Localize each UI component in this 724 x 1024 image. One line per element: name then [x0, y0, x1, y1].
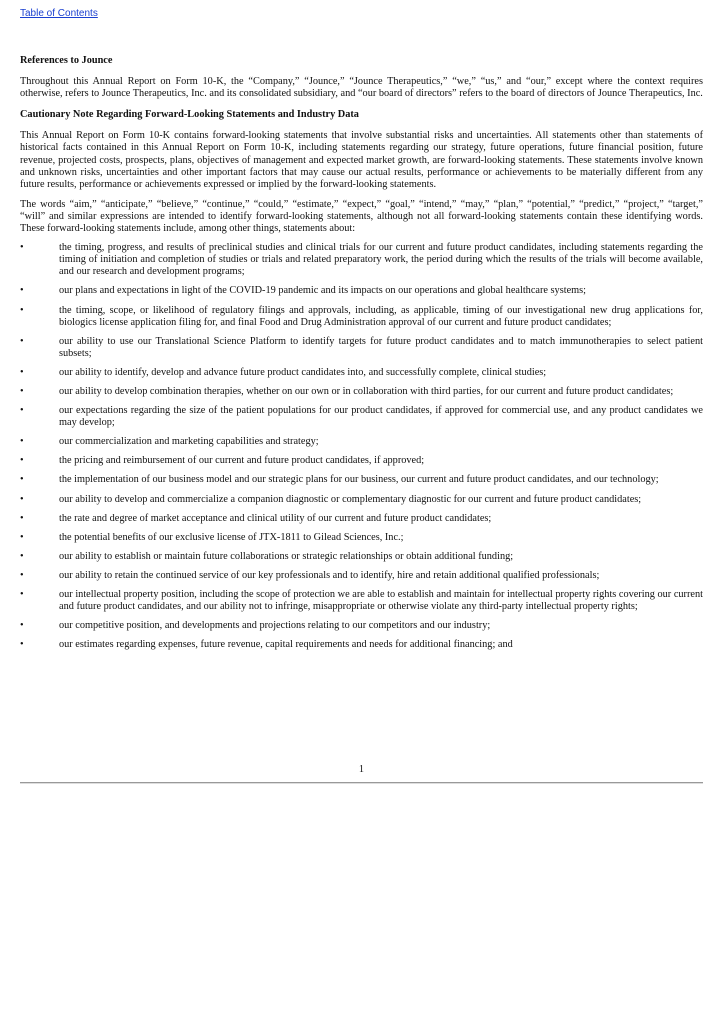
list-item-text: our plans and expectations in light of the COVID-19 pandemic and its impacts on our operations and global healthcare systems; [59, 285, 587, 297]
list-item [20, 336, 703, 360]
bullet-icon: • [20, 531, 24, 543]
table-of-contents-link[interactable]: Table of Contents [20, 8, 98, 19]
bullet-icon: • [20, 436, 24, 448]
bullet-icon: • [20, 242, 24, 254]
list-item [20, 474, 703, 486]
list-item-text: the pricing and reimbursement of our current and future product candidates, if approved; [59, 455, 425, 467]
bullet-icon: • [20, 285, 24, 297]
list-item [20, 551, 703, 563]
bullet-icon: • [20, 405, 24, 417]
list-item-text: our ability to establish or maintain future collaborations or strategic relationships or obtain additional funding; [59, 550, 514, 562]
bullet-icon: • [20, 569, 24, 581]
list-item [20, 589, 703, 613]
list-item [20, 513, 703, 525]
references-paragraph: Throughout this Annual Report on Form 10-K, the “Company,” “Jounce,” “Jounce Therapeutics,” “we,” “us,” and “our,” except where the context requires otherwise, refers to Jounce Therapeutics, Inc. and its consolidated subsidiary, and “our board of directors” refers to the board of directors of Jounce Therapeutics, Inc. [20, 76, 703, 100]
bullet-icon: • [20, 385, 24, 397]
list-item [20, 570, 703, 582]
list-item [20, 639, 703, 651]
bullet-icon: • [20, 474, 24, 486]
bullet-icon: • [20, 550, 24, 562]
bullet-icon: • [20, 366, 24, 378]
list-item [20, 620, 703, 632]
document-body [20, 55, 703, 658]
list-item-text: the timing, progress, and results of preclinical studies and clinical trials for our current and future product candidates, including statements regarding the timing of initiation and completion of studies or trials and related preparatory work, the period during which the results of the trials will become available, and our research and development programs; [59, 242, 703, 278]
list-item [20, 494, 703, 506]
list-item-text: our ability to identify, develop and advance future product candidates into, and successfully complete, clinical studies; [59, 366, 547, 378]
references-heading: References to Jounce [20, 55, 113, 66]
bullet-icon: • [20, 493, 24, 505]
list-item [20, 386, 703, 398]
list-item [20, 436, 703, 448]
list-item-text: the timing, scope, or likelihood of regulatory filings and approvals, including, as applicable, timing of our investigational new drug applications for, biologics license application filing for, and final Food and Drug Administration approval of our current and future product candidates; [59, 304, 703, 328]
list-item [20, 285, 703, 297]
list-item [20, 405, 703, 429]
bullet-icon: • [20, 512, 24, 524]
list-item [20, 532, 703, 544]
page-divider [20, 782, 703, 784]
list-item [20, 242, 703, 278]
list-item-text: our expectations regarding the size of the patient populations for our product candidates, if approved for commercial use, and any product candidates we may develop; [59, 405, 703, 429]
list-item-text: our commercialization and marketing capabilities and strategy; [59, 436, 319, 448]
identifying-words-paragraph: The words “aim,” “anticipate,” “believe,” “continue,” “could,” “estimate,” “expect,” “goal,” “intend,” “may,” “plan,” “potential,” “predict,” “project,” “target,” “will” and similar expressions are intended to identify forward-looking statements, although not all forward-looking statements contain these identifying words. These forward-looking statements include, among other things, statements about: [20, 198, 703, 235]
list-item-text: our ability to retain the continued service of our key professionals and to identify, hire and retain additional qualified professionals; [59, 569, 600, 581]
bullet-icon: • [20, 589, 24, 600]
list-item-text: our intellectual property position, including the scope of protection we are able to establish and maintain for intellectual property rights covering our current and future product candidates, and our ability not to infringe, misappropriate or otherwise violate any third-party intellectual property rights; [59, 589, 703, 613]
list-item-text: our ability to develop and commercialize a companion diagnostic or complementary diagnostic for our current and future product candidates; [59, 493, 642, 505]
list-item-text: our competitive position, and developments and projections relating to our competitors and our industry; [59, 620, 491, 632]
list-item-text: the rate and degree of market acceptance and clinical utility of our current and future product candidates; [59, 512, 492, 524]
list-item-text: the implementation of our business model and our strategic plans for our business, our current and future product candidates, and our technology; [59, 474, 659, 486]
bullet-icon: • [20, 304, 24, 316]
bullet-icon: • [20, 455, 24, 467]
bullet-icon: • [20, 335, 24, 347]
forward-looking-statements-list [20, 242, 703, 651]
list-item [20, 455, 703, 467]
bullet-icon: • [20, 620, 24, 632]
list-item-text: our estimates regarding expenses, future revenue, capital requirements and needs for additional financing; and [59, 639, 513, 651]
list-item [20, 367, 703, 379]
cautionary-note-heading: Cautionary Note Regarding Forward-Looking Statements and Industry Data [20, 109, 359, 121]
page-number: 1 [358, 764, 365, 775]
forward-looking-paragraph: This Annual Report on Form 10-K contains forward-looking statements that involve substantial risks and uncertainties. All statements other than statements of historical facts contained in this Annual Report on Form 10-K, including statements regarding our strategy, future operations, future financial position, future revenue, projected costs, prospects, plans, objectives of management and expected market growth, are forward-looking statements. These statements involve known and unknown risks, uncertainties and other important factors that may cause our actual results, performance or achievements to be materially different from any future results, performance or achievements expressed or implied by the forward-looking statements. [20, 130, 703, 190]
list-item [20, 305, 703, 329]
bullet-icon: • [20, 639, 24, 651]
list-item-text: our ability to use our Translational Science Platform to identify targets for future product candidates and to match immunotherapies to select patient subsets; [59, 335, 703, 359]
list-item-text: the potential benefits of our exclusive license of JTX-1811 to Gilead Sciences, Inc.; [59, 531, 404, 543]
list-item-text: our ability to develop combination therapies, whether on our own or in collaboration with third parties, for our current and future product candidates; [59, 385, 674, 397]
